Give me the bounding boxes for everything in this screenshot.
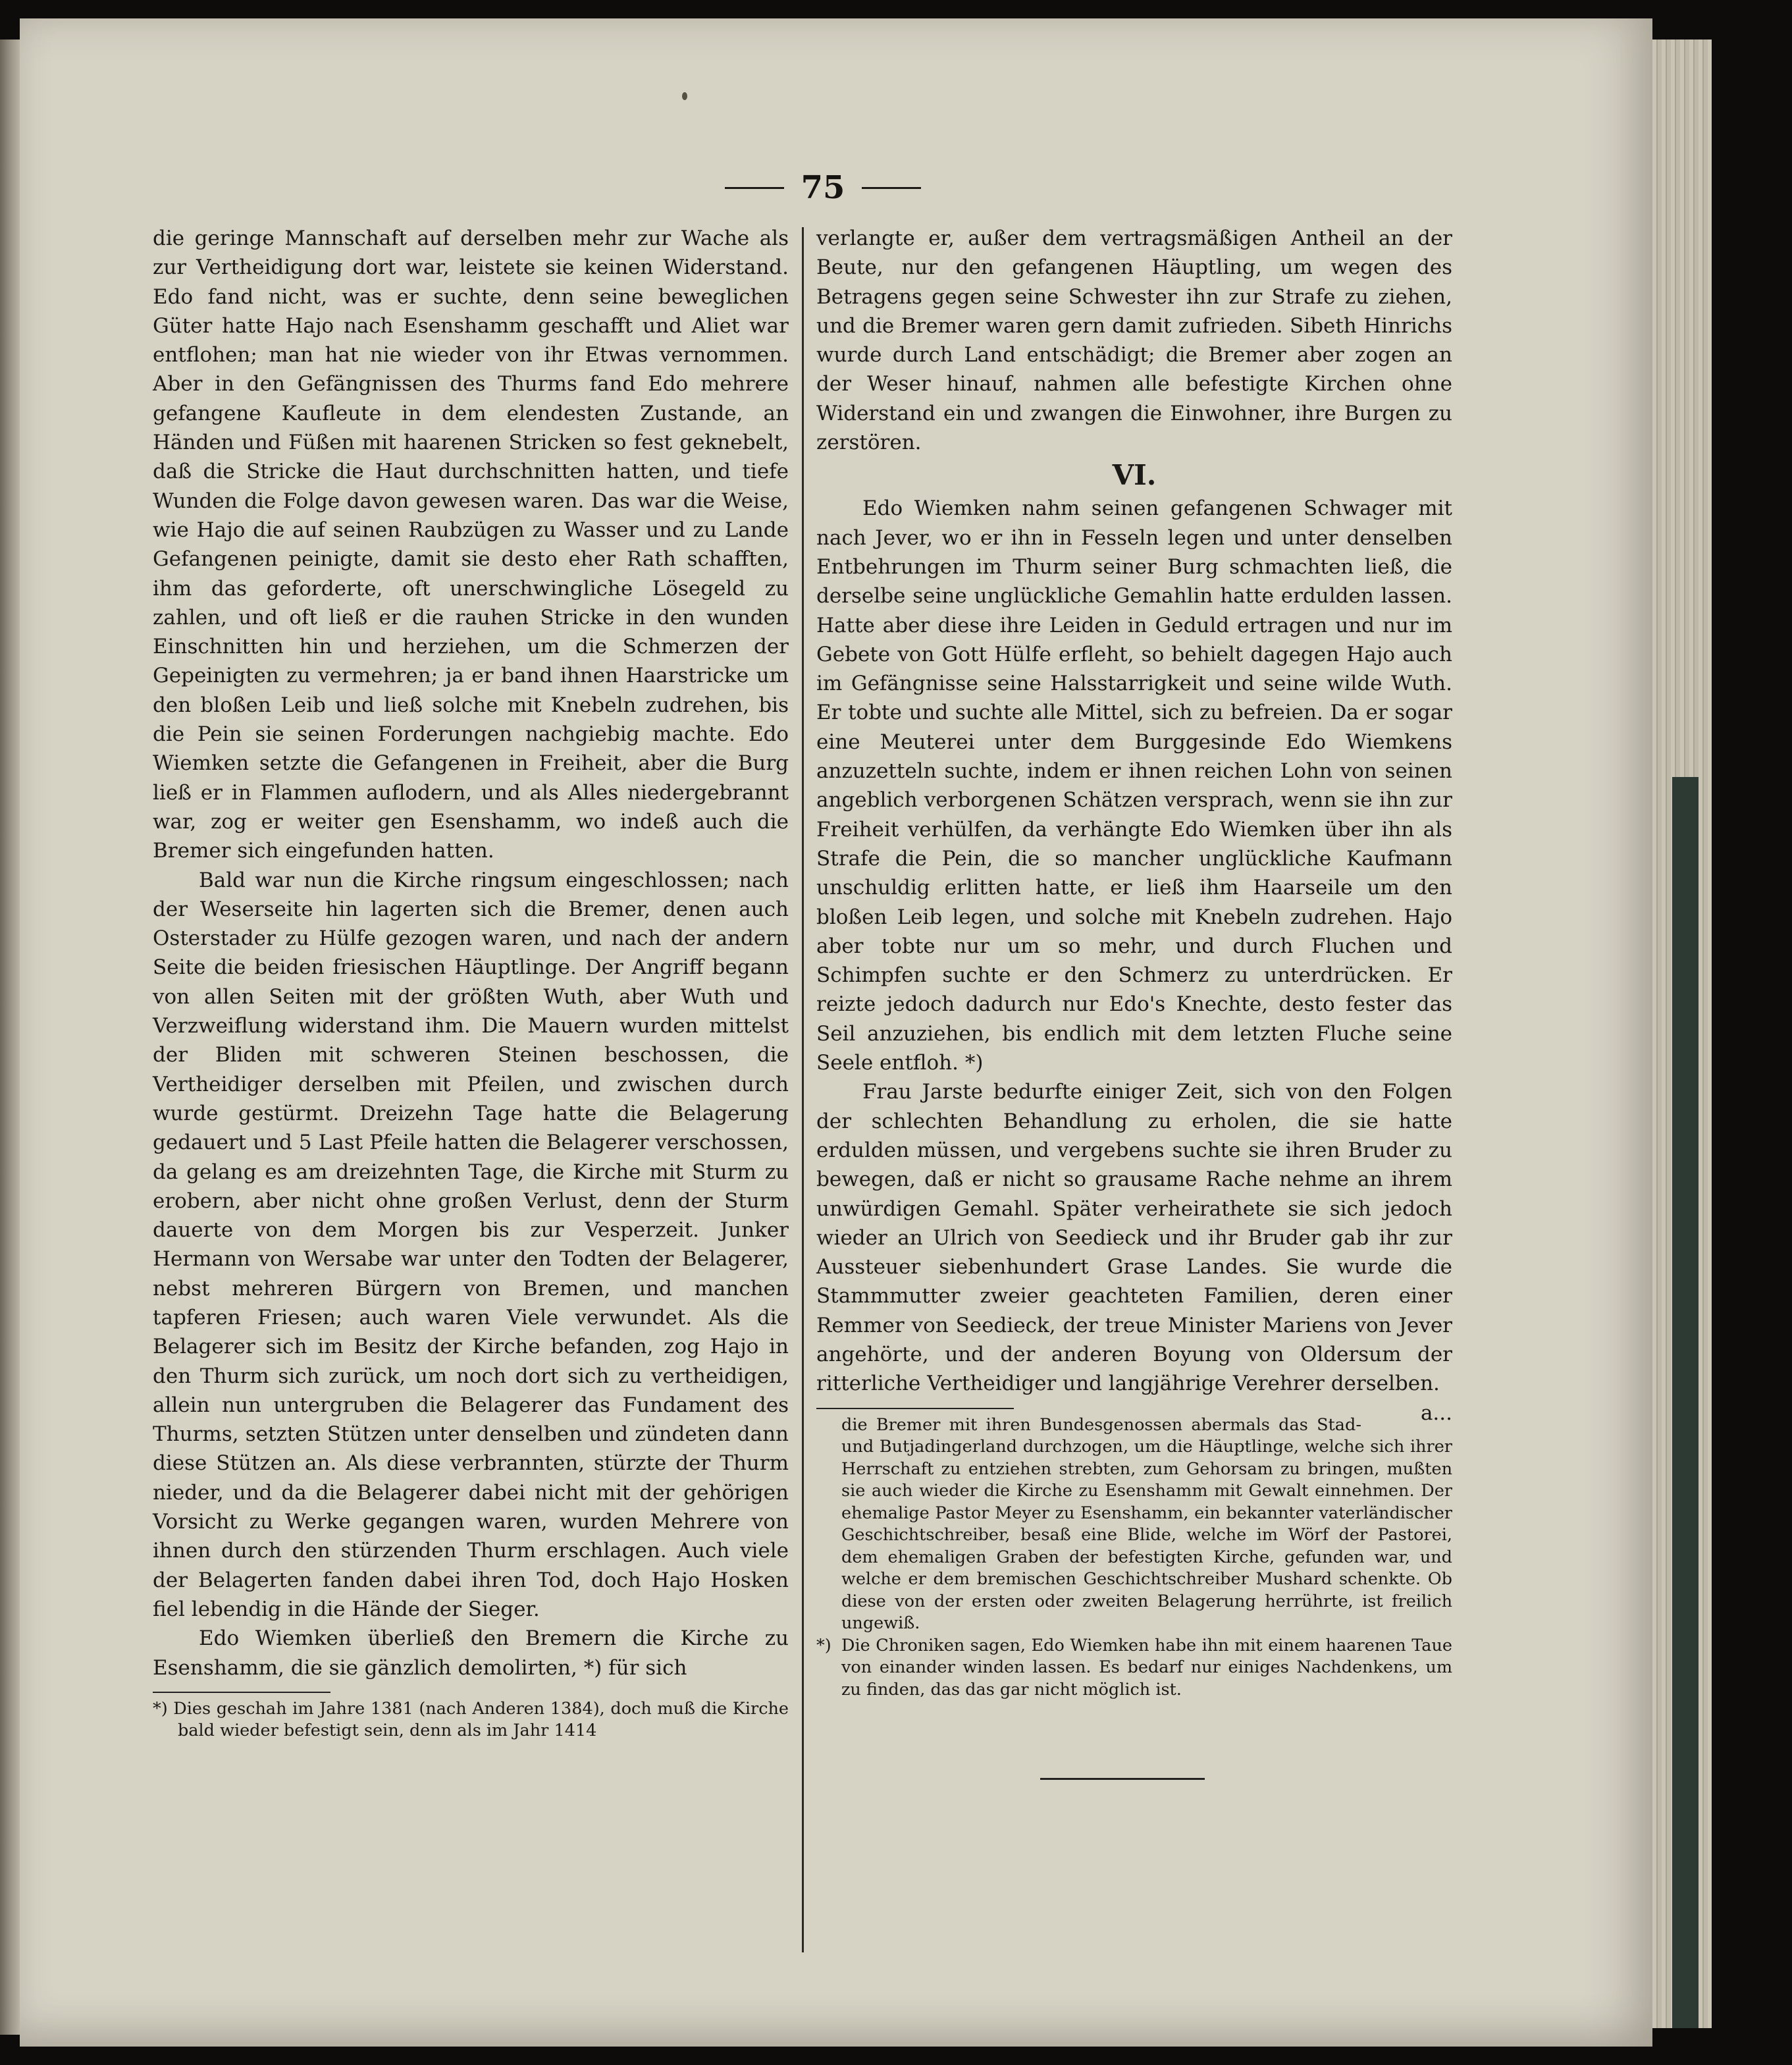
- section-heading: VI.: [1112, 459, 1157, 492]
- page-header: [691, 165, 955, 211]
- left-paragraph-3: Edo Wiemken überließ den Bremern die Kirche zu Esenshamm, die sie gänzlich demolirten, *) für sich: [153, 1626, 789, 1680]
- left-footnote: *) Dies geschah im Jahre 1381 (nach Anderen 1384), doch muß die Kirche bald wieder befestigt sein, denn als im Jahr 1414: [153, 1698, 789, 1741]
- right-paragraph-1: verlangte er, außer dem vertragsmäßigen Antheil an der Beute, nur den gefangenen Häuptling, um wegen des Betragens gegen seine Schwester ihn zur Strafe zu ziehen, und die Bremer waren gern damit zufrieden. Sibeth Hinrichs wurde durch Land entschädigt; die Bremer aber zogen an der Weser hinauf, nahmen alle befestigte Kirchen ohne Widerstand ein und zwangen die Einwohner, ihre Burgen zu zerstören.: [816, 227, 1452, 455]
- left-column: [153, 224, 789, 1742]
- left-paragraph-2: Bald war nun die Kirche ringsum eingeschlossen; nach der Weserseite hin lagerten sich die Bremer, denen auch Osterstader zu Hülfe gezogen waren, und nach der andern Seite die beiden friesischen Häuptlinge. Der Angriff begann von allen Seiten mit der größten Wuth, aber Wuth und Verzweiflung widerstand ihm. Die Mauern wurden mittelst der Bliden mit schweren Steinen beschossen, die Vertheidiger derselben mit Pfeilen, und zwischen durch wurde gestürmt. Dreizehn Tage hatte die Belagerung gedauert und 5 Last Pfeile hatten die Belagerer verschossen, da gelang es am dreizehnten Tage, die Kirche mit Sturm zu erobern, aber nicht ohne großen Verlust, denn der Sturm dauerte von dem Morgen bis zur Vesperzeit. Junker Hermann von Wersabe war unter den Todten der Belagerer, nebst mehreren Bürgern von Bremen, und manchen tapferen Friesen; auch waren Viele verwundet. Als die Belagerer sich im Besitz der Kirche befanden, zog Hajo in den Thurm sich zurück, um noch dort sich zu vertheidigen, allein nun untergruben die Belagerer das Fundament des Thurms, setzten Stützen unter denselben und zündeten dann diese Stützen an. Als diese verbrannten, stürzte der Thurm nieder, und da die Belagerer dabei nicht mit der gehörigen Vorsicht zu Werke gegangen waren, wurden Mehrere von ihnen durch den stürzenden Thurm erschlagen. Auch viele der Belagerten fanden dabei ihren Tod, doch Hajo Hosken fiel lebendig in die Hände der Sieger.: [153, 868, 789, 1621]
- book-binding: [1672, 777, 1699, 2028]
- header-rule-left: [725, 187, 784, 189]
- signature-mark: a...: [1420, 1401, 1452, 1425]
- right-paragraph-2: Edo Wiemken nahm seinen gefangenen Schwager mit nach Jever, wo er ihn in Fesseln legen und unter denselben Entbehrungen im Thurm seiner Burg schmachten ließ, die derselbe seine unglückliche Gemahlin hatte erdulden lassen. Hatte aber diese ihre Leiden in Geduld ertragen und nur im Gebete von Gott Hülfe erfleht, so behielt dagegen Hajo auch im Gefängnisse seine Halsstarrigkeit und seine wilde Wuth. Er tobte und suchte alle Mittel, sich zu befreien. Da er sogar eine Meuterei unter dem Burggesinde Edo Wiemkens anzuzetteln suchte, indem er ihnen reichen Lohn von seinen angeblich verborgenen Schätzen versprach, wenn sie ihn zur Freiheit verhülfen, da verhängte Edo Wiemken über ihn als Strafe die Pein, die so mancher unglückliche Kaufmann unschuldig erlitten hatte, er ließ ihm Haarseile um den bloßen Leib legen, und solche mit Knebeln zudrehen. Hajo aber tobte nur um so mehr, und durch Fluchen und Schimpfen suchte er den Schmerz zu unterdrücken. Er reizte jedoch dadurch nur Edo's Knechte, desto fester das Seil anzuziehen, bis endlich mit dem letzten Fluche seine Seele entfloh. *): [816, 496, 1452, 1075]
- footnote-continuation: die Bremer mit ihren Bundesgenossen abermals das Stad- und Butjadingerland durchzogen, um die Häuptlinge, welche sich ihrer Herrschaft zu entziehen strebten, zum Gehorsam zu bringen, mußten sie auch wieder die Kirche zu Esenshamm mit Gewalt einnehmen. Der ehemalige Pastor Meyer zu Esenshamm, ein bekannter vaterländischer Geschichtschreiber, besaß eine Blide, welche im Wörf der Pastorei, dem ehemaligen Graben der befestigten Kirche, gefunden war, und welche er dem bremischen Geschichtschreiber Mushard schenkte. Ob diese von der ersten oder zweiten Belagerung herrührte, ist freilich ungewiß.: [841, 1414, 1452, 1634]
- left-footnote-rule: [153, 1692, 330, 1693]
- page-number: 75: [801, 169, 845, 206]
- left-paragraph-1: die geringe Mannschaft auf derselben mehr zur Wache als zur Vertheidigung dort war, leistete sie keinen Widerstand. Edo fand nicht, was er suchte, denn seine beweglichen Güter hatte Hajo nach Esenshamm geschafft und Aliet war entflohen; man hat nie wieder von ihr Etwas vernommen. Aber in den Gefängnissen des Thurms fand Edo mehrere gefangene Kaufleute in dem elendesten Zustande, an Händen und Füßen mit haarenen Stricken so fest geknebelt, daß die Stricke die Haut durchschnitten hatten, und tiefe Wunden die Folge davon gewesen waren. Das war die Weise, wie Hajo die auf seinen Raubzügen zu Wasser und zu Lande Gefangenen peinigte, damit sie desto eher Rath schafften, ihm das geforderte, oft unerschwingliche Lösegeld zu zahlen, und oft ließ er die rauhen Stricke in den wunden Einschnitten hin und herziehen, um die Schmerzen der Gepeinigten zu vermehren; ja er band ihnen Haarstricke um den bloßen Leib und ließ solche mit Knebeln zudrehen, bis die Pein sie seinen Forderungen nachgiebig machte. Edo Wiemken setzte die Gefangenen in Freiheit, aber die Burg ließ er in Flammen auflodern, und als Alles niedergebrannt war, zog er weiter gen Esenshamm, wo indeß auch die Bremer sich eingefunden hatten.: [153, 227, 789, 863]
- right-paragraph-3: [816, 1077, 1452, 1425]
- right-column: [816, 224, 1452, 1701]
- right-footnote-text: Die Chroniken sagen, Edo Wiemken habe ihn mit einem haarenen Taue von einander winden lassen. Es bedarf nur einiges Nachdenkens, um zu finden, das das gar nicht möglich ist.: [841, 1635, 1452, 1700]
- right-footnote-rule: [816, 1408, 1014, 1409]
- column-divider: [802, 227, 804, 1952]
- previous-page-edge: [0, 40, 20, 2035]
- right-footnote: [816, 1635, 1452, 1702]
- ink-spot: [682, 92, 687, 100]
- end-rule: [1040, 1778, 1205, 1780]
- header-rule-right: [862, 187, 921, 189]
- right-paragraph-3-text: Frau Jarste bedurfte einiger Zeit, sich von den Folgen der schlechten Behandlung zu erholen, die sie hatte erdulden müssen, und vergebens suchte sie ihren Bruder zu bewegen, daß er nicht so grausame Rache nehme an ihrem unwürdigen Gemahl. Später verheirathete sie sich jedoch wieder an Ulrich von Seedieck und ihr Bruder gab ihr zur Aussteuer siebenhundert Grase Landes. Sie wurde die Stammmutter zweier geachteten Familien, deren einer Remmer von Seedieck, der treue Minister Mariens von Jever angehörte, und der anderen Boyung von Oldersum der ritterliche Vertheidiger und langjährige Verehrer derselben.: [816, 1080, 1452, 1396]
- footnote-mark: *): [816, 1635, 831, 1655]
